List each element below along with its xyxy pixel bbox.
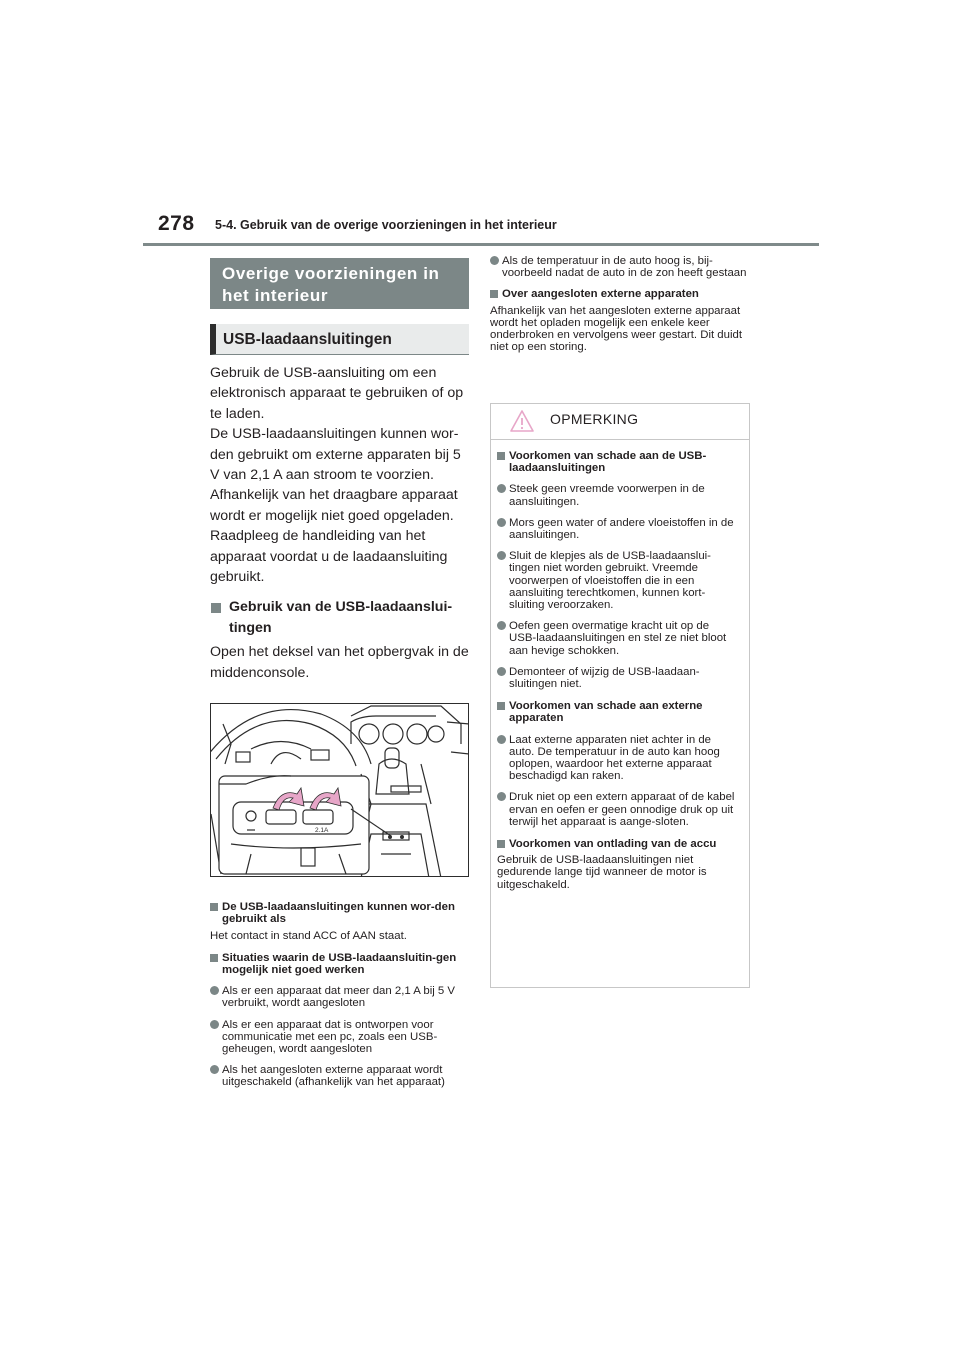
list-item xyxy=(497,734,737,783)
left-column xyxy=(210,258,469,1089)
square-bullet-icon xyxy=(497,452,505,460)
running-head: 5-4. Gebruik van de overige voorzieningen in het interieur xyxy=(215,218,557,232)
section-heading: USB-laadaansluitingen xyxy=(210,324,469,355)
list-item xyxy=(497,517,737,541)
notice-heading-text: Voorkomen van schade aan de USB-laadaansluitingen xyxy=(509,450,707,475)
square-bullet-icon xyxy=(211,603,221,613)
notice-box xyxy=(490,403,750,988)
chapter-title: Overige voorzieningen in het interieur xyxy=(210,258,469,309)
bullet-dot-icon xyxy=(497,484,506,493)
square-bullet-icon xyxy=(490,290,498,298)
list-item xyxy=(210,1019,469,1056)
list-item-text: Mors geen water of andere vloeistoffen in de aansluitingen. xyxy=(509,516,734,542)
list-item-text: Oefen geen overmatige kracht uit op de USB-laadaansluitingen en stel ze niet bloot aan hevige schokken. xyxy=(509,620,727,657)
list-item-text: Steek geen vreemde voorwerpen in de aansluitingen. xyxy=(509,483,705,508)
list-item-text: Als er een apparaat dat is ontworpen voor communicatie met een pc, zoals een USB-geheugen, wordt aangesloten xyxy=(222,1018,438,1055)
list-item xyxy=(497,620,737,657)
list-item xyxy=(210,985,469,1009)
console-drawing xyxy=(211,704,469,877)
square-bullet-icon xyxy=(497,702,505,710)
notice-body xyxy=(491,450,749,891)
notice-heading-text: Voorkomen van schade aan externe apparaten xyxy=(509,700,703,725)
bullet-dot-icon xyxy=(497,518,506,527)
usage-heading-text: Gebruik van de USB-laadaanslui-tingen xyxy=(229,599,453,636)
list-item-text: Als er een apparaat dat meer dan 2,1 A bij 5 V verbruikt, wordt aangesloten xyxy=(222,985,456,1010)
notice-title: OPMERKING xyxy=(550,411,639,427)
bullet-dot-icon xyxy=(210,986,219,995)
notice-group-heading xyxy=(497,450,737,474)
warning-triangle-icon xyxy=(509,409,535,433)
list-item-text: Als het aangesloten externe apparaat wordt uitgeschakeld (afhankelijk van het apparaat) xyxy=(222,1064,445,1089)
square-bullet-icon xyxy=(210,903,218,911)
notice-text: Gebruik de USB-laadaansluitingen niet gedurende lange tijd wanneer de motor is uitgeschakeld. xyxy=(497,854,707,891)
list-item xyxy=(490,255,750,279)
header-rule xyxy=(143,243,819,246)
note-heading-text: De USB-laadaansluitingen kunnen wor-den gebruikt als xyxy=(222,901,455,926)
notice-header xyxy=(491,404,749,440)
bullet-dot-icon xyxy=(490,256,499,265)
note-heading-usage xyxy=(210,901,469,925)
list-item xyxy=(497,550,737,611)
notice-group-heading xyxy=(497,838,737,850)
notice-group-heading xyxy=(497,700,737,724)
usage-text: Open het deksel van het opbergvak in de middenconsole. xyxy=(210,644,469,681)
list-item-text: Druk niet op een extern apparaat of de kabel ervan en oefen er geen onnodige druk op uit terwijl het apparaat is aange-sloten. xyxy=(509,791,735,828)
list-item-text: Sluit de klepjes als de USB-laadaanslui-tingen niet worden gebruikt. Vreemde voorwerpen of vloeistoffen die in een aansluiting terechtkomen, kunnen kort-sluiting veroorzaken. xyxy=(509,550,711,612)
info-text: Afhankelijk van het aangesloten externe apparaat wordt het opladen mogelijk een enkele keer onderbroken en vervolgens weer gestart. Dit duidt niet op een storing. xyxy=(490,304,743,354)
note-heading-text: Situaties waarin de USB-laadaansluitin-gen mogelijk niet goed werken xyxy=(222,951,457,976)
bullet-dot-icon xyxy=(210,1065,219,1074)
usage-heading xyxy=(210,597,469,638)
list-item xyxy=(497,483,737,507)
list-item xyxy=(497,791,737,828)
intro-text: Gebruik de USB-aansluiting om een elektronisch apparaat te gebruiken of op te laden. De USB-laadaansluitingen kunnen wor-den gebruikt om externe apparaten bij 5 V van 2,1 A aan stroom te voorzien. Afhankelijk van het draagbare apparaat wordt er mogelijk niet goed opgeladen. Raadpleeg de handleiding van het apparaat voordat u de laadaansluiting gebruikt. xyxy=(210,365,464,586)
bullet-dot-icon xyxy=(497,792,506,801)
bullet-dot-icon xyxy=(497,667,506,676)
bullet-dot-icon xyxy=(497,735,506,744)
list-item xyxy=(497,666,737,690)
note-heading-situations xyxy=(210,952,469,976)
list-item-text: Laat externe apparaten niet achter in de auto. De temperatuur in de auto kan hoog oplopen, waardoor het externe apparaat beschadigd kan raken. xyxy=(509,733,720,783)
list-item-text: Als de temperatuur in de auto hoog is, bij-voorbeeld nadat de auto in de zon heeft gestaan xyxy=(502,255,747,280)
bullet-dot-icon xyxy=(210,1020,219,1029)
bullet-dot-icon xyxy=(497,621,506,630)
list-item xyxy=(210,1064,469,1088)
page-number: 278 xyxy=(158,212,195,235)
square-bullet-icon xyxy=(497,840,505,848)
info-heading-text: Over aangesloten externe apparaten xyxy=(502,288,699,301)
list-item-text: Demonteer of wijzig de USB-laadaan-sluitingen niet. xyxy=(509,665,700,691)
info-heading xyxy=(490,288,750,300)
usb-port-illustration xyxy=(210,703,469,877)
bullet-dot-icon xyxy=(497,551,506,560)
notice-heading-text: Voorkomen van ontlading van de accu xyxy=(509,838,717,851)
note-text-usage: Het contact in stand ACC of AAN staat. xyxy=(210,929,407,942)
right-column xyxy=(490,255,750,353)
square-bullet-icon xyxy=(210,954,218,962)
port-label: 2.1A xyxy=(315,827,329,835)
